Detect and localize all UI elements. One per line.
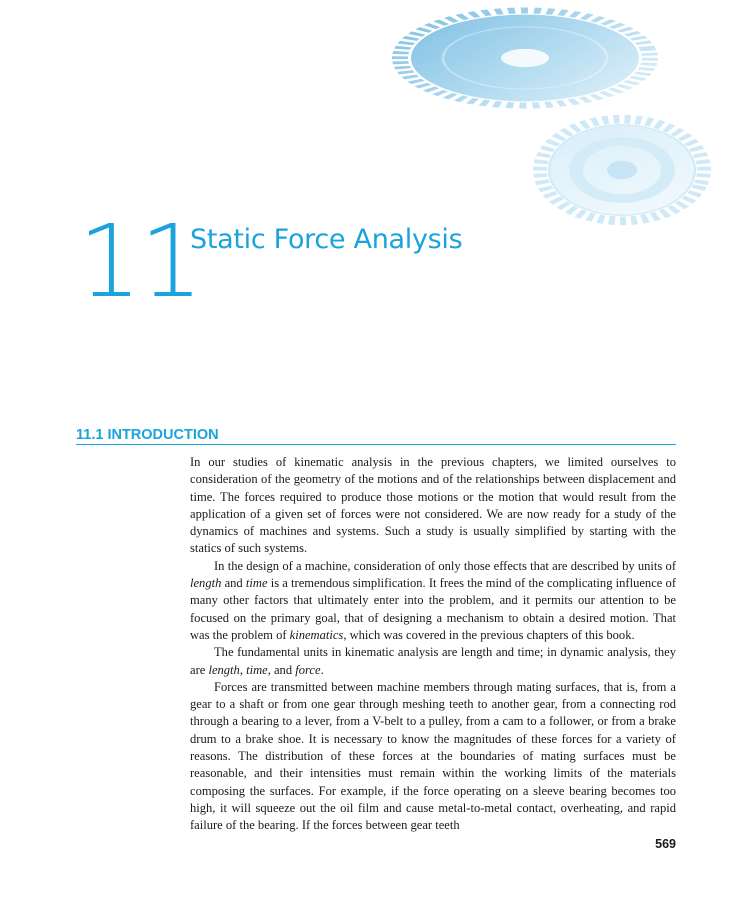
text-run: , and <box>267 662 296 677</box>
text-run: , which was covered in the previous chapters of this book. <box>343 627 635 642</box>
emphasis-kinematics: kinematics <box>289 627 344 642</box>
text-run: In the design of a machine, consideration of only those effects that are described by units of <box>214 558 676 573</box>
paragraph-4 <box>190 679 676 835</box>
emphasis-length: length <box>208 662 240 677</box>
text-run: . <box>320 662 324 677</box>
text-run: In our studies of kinematic analysis in the previous chapters, we limited ourselves to consideration of the geometry of the motions and of the relationships between displacement and time. The forces required to produce those motions or the motion that would result from the application of a given set of forces were not considered. We are now ready for a study of the dynamics of machines and systems. Such a study is usually simplified by starting with the statics of such systems. <box>190 455 676 556</box>
text-run: and <box>221 576 246 591</box>
text-run: is a tremendous simplification. It frees the mind of the complicating influence of many other factors that ultimately enter into the problem, and it permits our attention to be focused on the primary goal, that of designing a mechanism to obtain a desired motion. That was the problem of <box>190 576 676 642</box>
text-run: The fundamental units in kinematic analysis are length and time; in dynamic analysis, they are <box>190 645 676 677</box>
emphasis-force: force <box>295 662 321 677</box>
text-run: Forces are transmitted between machine members through mating surfaces, that is, from a gear to a shaft or from one gear through meshing teeth to another gear, from a connecting rod through a bearing to a lever, from a V-belt to a pulley, from a cam to a follower, or from a brake drum to a brake shoe. It is necessary to know the magnitudes of these forces for a variety of reasons. The distribution of these forces at the boundaries of mating surfaces must be reasonable, and their intensities must remain within the working limits of the materials composing the surfaces. For example, if the force operating on a sleeve bearing becomes too high, it will squeeze out the oil film and cause metal-to-metal contact, overheating, and rapid failure of the bearing. If the forces between gear teeth <box>190 679 676 833</box>
page-number: 569 <box>655 837 676 851</box>
emphasis-time: time <box>245 576 268 591</box>
small-gear-icon <box>519 106 726 234</box>
paragraph-2 <box>190 558 676 644</box>
text-run: , <box>239 662 247 677</box>
emphasis-time: time <box>246 662 268 677</box>
large-gear-icon <box>377 2 674 115</box>
emphasis-length: length <box>190 576 222 591</box>
body-text <box>190 454 676 835</box>
chapter-number: 11 <box>78 203 202 320</box>
chapter-title: Static Force Analysis <box>190 224 463 255</box>
section-heading: 11.1 INTRODUCTION <box>76 427 676 445</box>
paragraph-3 <box>190 644 676 679</box>
paragraph-1 <box>190 454 676 558</box>
